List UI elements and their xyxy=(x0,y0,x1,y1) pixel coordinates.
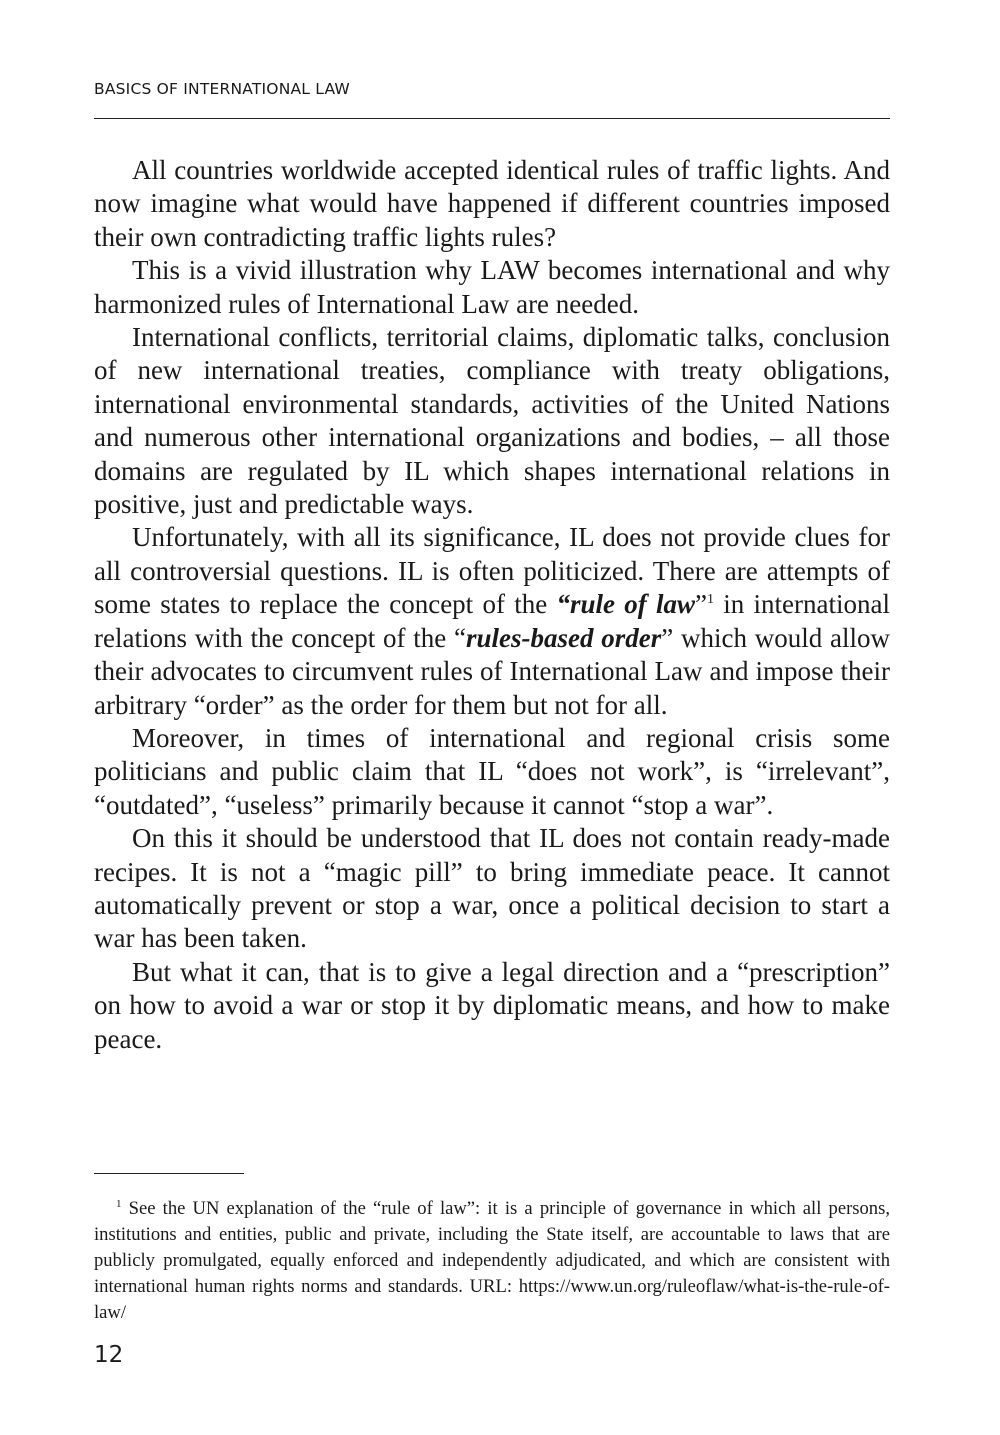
paragraph-3: International conflicts, territorial claims, diplomatic talks, conclusion of new international treaties, compliance with treaty obligations, international environmental standards, activities of the United Nations and numerous other international organizations and bodies, – all those domains are regulated by IL which shapes international relations in positive, just and predictable ways. xyxy=(94,322,890,520)
footnote-reference[interactable]: 1 xyxy=(707,592,714,608)
paragraph-1: All countries worldwide accepted identical rules of traffic lights. And now imagine what would have happened if different countries imposed their own contradicting traffic lights rules? xyxy=(94,155,890,252)
paragraph-4-close-quote: ” xyxy=(695,589,707,620)
paragraph-6: On this it should be understood that IL does not contain ready-made recipes. It is not a “magic pill” to bring immediate peace. It cannot automatically prevent or stop a war, once a political decision to start a war has been taken. xyxy=(94,823,890,954)
page-number: 12 xyxy=(94,1342,124,1368)
paragraph-4-part2: in international relations with the concept of the “ xyxy=(94,589,890,653)
paragraph-5: Moreover, in times of international and regional crisis some politicians and public claim that IL “does not work”, is “irrelevant”, “outdated”, “useless” primarily because it cannot “stop a war”. xyxy=(94,722,890,820)
footnote-text: See the UN explanation of the “rule of law”: it is a principle of governance in which all persons, institutions and entities, public and private, including the State itself, are accountable to laws that are publicly promulgated, equally enforced and independently adjudicated, and which are consistent with international human rights norms and standards. URL: https://www.un.org/ruleoflaw/what-is-the-rule-of-law/ xyxy=(94,1198,890,1323)
term-rule-of-law: “rule of law xyxy=(556,589,696,620)
paragraph-7: But what it can, that is to give a legal direction and a “prescription” on how to avoid a war or stop it by diplomatic means, and how to make peace. xyxy=(94,956,890,1054)
footnote xyxy=(94,1196,890,1326)
term-rules-based-order: rules-based order xyxy=(465,622,662,653)
paragraph-2: This is a vivid illustration why LAW becomes international and why harmonized rules of International Law are needed. xyxy=(94,255,890,319)
body-text xyxy=(94,154,890,1056)
paragraph-4-part1: Unfortunately, with all its significance, IL does not provide clues for all controversial questions. IL is often politicized. There are attempts of some states to replace the concept of the xyxy=(94,522,890,620)
footnote-rule xyxy=(94,1173,244,1174)
footnote-marker: 1 xyxy=(116,1197,122,1210)
header-rule xyxy=(94,118,890,119)
running-header: BASICS OF INTERNATIONAL LAW xyxy=(94,80,350,98)
paragraph-4 xyxy=(94,521,890,721)
paragraph-4-part3: ” which would allow their advocates to circumvent rules of International Law and impose their arbitrary “order” as the order for them but not for all. xyxy=(94,622,891,720)
